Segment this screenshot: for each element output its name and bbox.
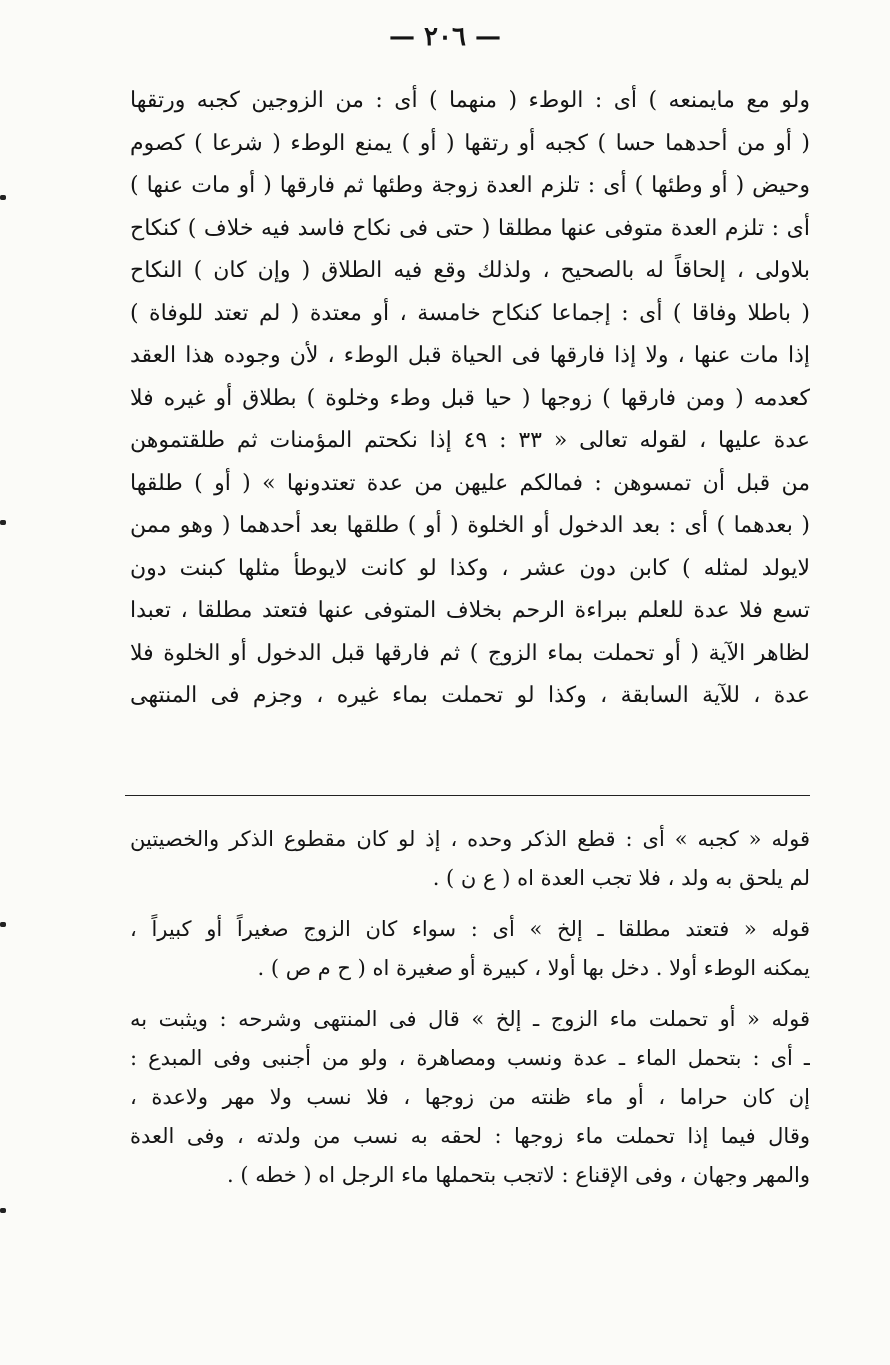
footnote (130, 1000, 810, 1195)
footnote-line: والمهر وجهان ، وفى الإقناع : لاتجب بتحملها ماء الرجل اه ( خطه ) . (226, 1163, 810, 1187)
text-line: إذا مات عنها ، ولا إذا فارقها فى الحياة قبل الوطء ، لأن وجوده هذا العقد (130, 343, 810, 368)
footnote-line: إن كان حراما ، أو ماء ظنته من زوجها ، فلا نسب ولا مهر ولاعدة ، (130, 1085, 810, 1109)
text-line: ( بعدهما ) أى : بعد الدخول أو الخلوة ( أو ) طلقها بعد أحدهما ( وهو ممن (130, 513, 810, 538)
text-line: ( أو من أحدهما حسا ) كجبه أو رتقها ( أو ) يمنع الوطء ( شرعا ) كصوم (130, 130, 810, 156)
footnote-line: قوله « فتعتد مطلقا ـ إلخ » أى : سواء كان الزوج صغيراً أو كبيراً ، (130, 917, 810, 941)
text-line: ( باطلا وفاقا ) أى : إجماعا كنكاح خامسة ، أو معتدة ( لم تعتد للوفاة ) (130, 300, 810, 326)
footnote-line: قوله « أو تحملت ماء الزوج ـ إلخ » قال فى المنتهى وشرحه : ويثبت به (130, 1007, 810, 1031)
page-number: — ٢٠٦ — (388, 22, 502, 52)
text-line: تسع فلا عدة للعلم ببراءة الرحم بخلاف المتوفى عنها فتعتد مطلقا ، تعبدا (130, 598, 810, 623)
text-line: ولو مع مايمنعه ) أى : الوطء ( منهما ) أى : من الزوجين كجبه ورتقها (130, 88, 810, 113)
footnote-line: قوله « كجبه » أى : قطع الذكر وحده ، إذ لو كان مقطوع الذكر والخصيتين (130, 827, 810, 851)
footnote-line: يمكنه الوطء أولا . دخل بها أولا ، كبيرة أو صغيرة اه ( ح م ص ) . (257, 956, 810, 980)
scan-speck (0, 195, 6, 200)
footnote-separator (125, 795, 810, 796)
text-line: عدة عليها ، لقوله تعالى « ٣٣ : ٤٩ إذا نكحتم المؤمنات ثم طلقتموهن (130, 428, 810, 453)
text-line: بلاولى ، إلحاقاً له بالصحيح ، ولذلك وقع فيه الطلاق ( وإن كان ) النكاح (130, 258, 810, 283)
footnote-line: ـ أى : بتحمل الماء ـ عدة ونسب ومصاهرة ، ولو من أجنبى وفى المبدع : (130, 1046, 810, 1070)
footnote-line: وقال فيما إذا تحملت ماء زوجها : لحقه به نسب من ولدته ، وفى العدة (130, 1124, 810, 1148)
text-line: لظاهر الآية ( أو تحملت بماء الزوج ) ثم فارقها قبل الدخول أو الخلوة فلا (130, 640, 810, 666)
scan-speck (0, 922, 6, 927)
text-line: كعدمه ( ومن فارقها ) زوجها ( حيا قبل وطء وخلوة ) بطلاق أو غيره فلا (130, 385, 810, 411)
footnote (130, 910, 810, 988)
scan-speck (0, 1208, 6, 1213)
text-line: عدة ، للآية السابقة ، وكذا لو تحملت بماء غيره ، وجزم فى المنتهى (130, 683, 810, 708)
footnote (130, 820, 810, 898)
text-line: وحيض ( أو وطئها ) أى : تلزم العدة زوجة وطئها ثم فارقها ( أو مات عنها ) (130, 173, 810, 198)
footnotes (130, 820, 810, 1207)
text-line: أى : تلزم العدة متوفى عنها مطلقا ( حتى فى نكاح فاسد فيه خلاف ) كنكاح (130, 215, 810, 241)
scan-speck (0, 520, 6, 525)
text-line: من قبل أن تمسوهن : فمالكم عليهن من عدة تعتدونها » ( أو ) طلقها (130, 470, 810, 496)
main-text (130, 80, 810, 718)
footnote-line: لم يلحق به ولد ، فلا تجب العدة اه ( ع ن ) . (432, 866, 810, 890)
text-line: لايولد لمثله ) كابن دون عشر ، وكذا لو كانت لايوطأ مثلها كبنت دون (130, 555, 810, 581)
